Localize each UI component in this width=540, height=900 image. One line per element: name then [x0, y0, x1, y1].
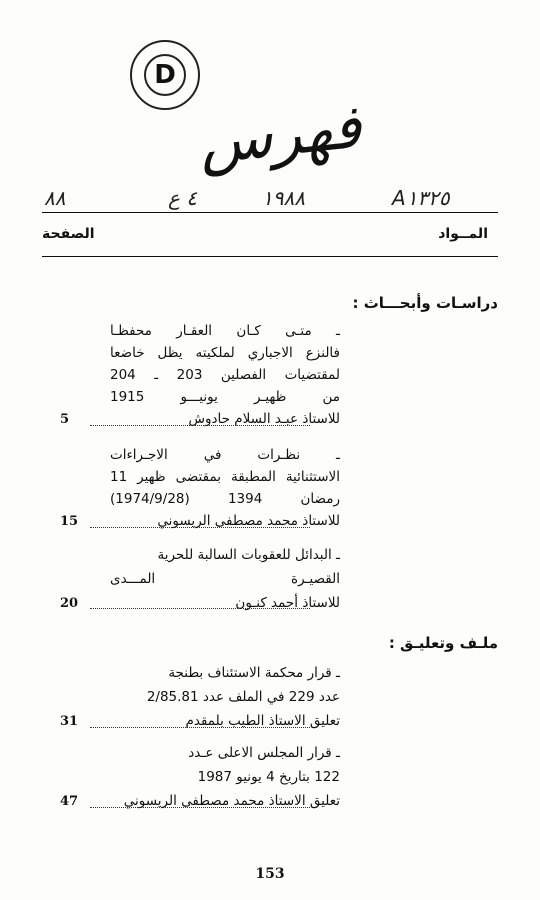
entry-line: ـ قرار محكمة الاستئناف بطنجة [168, 665, 340, 681]
dot-leader [90, 527, 310, 528]
dot-leader [90, 727, 310, 728]
page-number: 153 [255, 866, 285, 882]
entry-page-number: 15 [60, 514, 79, 529]
stamp-letter: D [144, 54, 186, 96]
entry-author: للاستاذ أحمد كنـون [235, 595, 340, 611]
header-subjects: المــواد [438, 226, 488, 242]
entry-line: 122 بتاريخ 4 يونيو 1987 [197, 769, 340, 785]
entry-author: تعليق الاستاذ الطيب بلمقدم [185, 713, 340, 729]
entry-line: رمضان 1394 (1974/9/28) [110, 491, 340, 507]
entry-line: ـ البدائل للعقوبات السالبة للحرية [157, 547, 340, 563]
entry-page-number: 31 [60, 714, 79, 729]
entry-line: ـ قرار المجلس الاعلى عـدد [188, 745, 340, 761]
entry-page-number: 47 [60, 794, 79, 809]
handwritten-note-1: A١٣٢٥ [392, 186, 450, 210]
handwritten-note-2: ١٩٨٨ [262, 186, 305, 210]
section-heading-studies: دراسـات وأبحـــاث : [352, 294, 498, 312]
page-title: فهرس [195, 91, 365, 179]
entry-author: للاستاذ محمد مصطفى الريسوني [157, 513, 340, 529]
top-rule [42, 212, 498, 213]
dot-leader [90, 425, 310, 426]
handwritten-note-4: ٨٨ [44, 186, 66, 210]
library-stamp [130, 40, 200, 110]
dot-leader [90, 807, 310, 808]
entry-author: تعليق الاستاذ محمد مصطفى الريسوني [123, 793, 340, 809]
entry-author: للاستاذ عبـد السلام حادوش [188, 411, 340, 427]
entry-line: القصيـرة المـــدى [110, 571, 340, 587]
section-heading-file-commentary: ملـف وتعليـق : [388, 634, 498, 652]
entry-page-number: 20 [60, 596, 79, 611]
entry-line: الاستثنائية المطبقة بمقتضى ظهير 11 [110, 469, 340, 485]
entry-page-number: 5 [60, 412, 70, 427]
header-page: الصفحة [42, 226, 95, 242]
entry-line: فالنزع الاجباري لملكيته يظل خاضعا [110, 345, 340, 361]
entry-line: لمقتضيات الفصلين 203 ـ 204 [110, 367, 340, 383]
entry-line: عدد 229 في الملف عدد 2/85.81 [146, 689, 340, 705]
handwritten-note-3: ٤ ع [168, 186, 198, 210]
entry-line: ـ متـى كـان العقـار محفظـا [110, 323, 340, 339]
header-rule [42, 256, 498, 257]
dot-leader [90, 608, 310, 609]
entry-line: من ظهيـر يونيـــو 1915 [110, 389, 340, 405]
entry-line: ـ نظـرات في الاجـراءات [110, 447, 340, 463]
